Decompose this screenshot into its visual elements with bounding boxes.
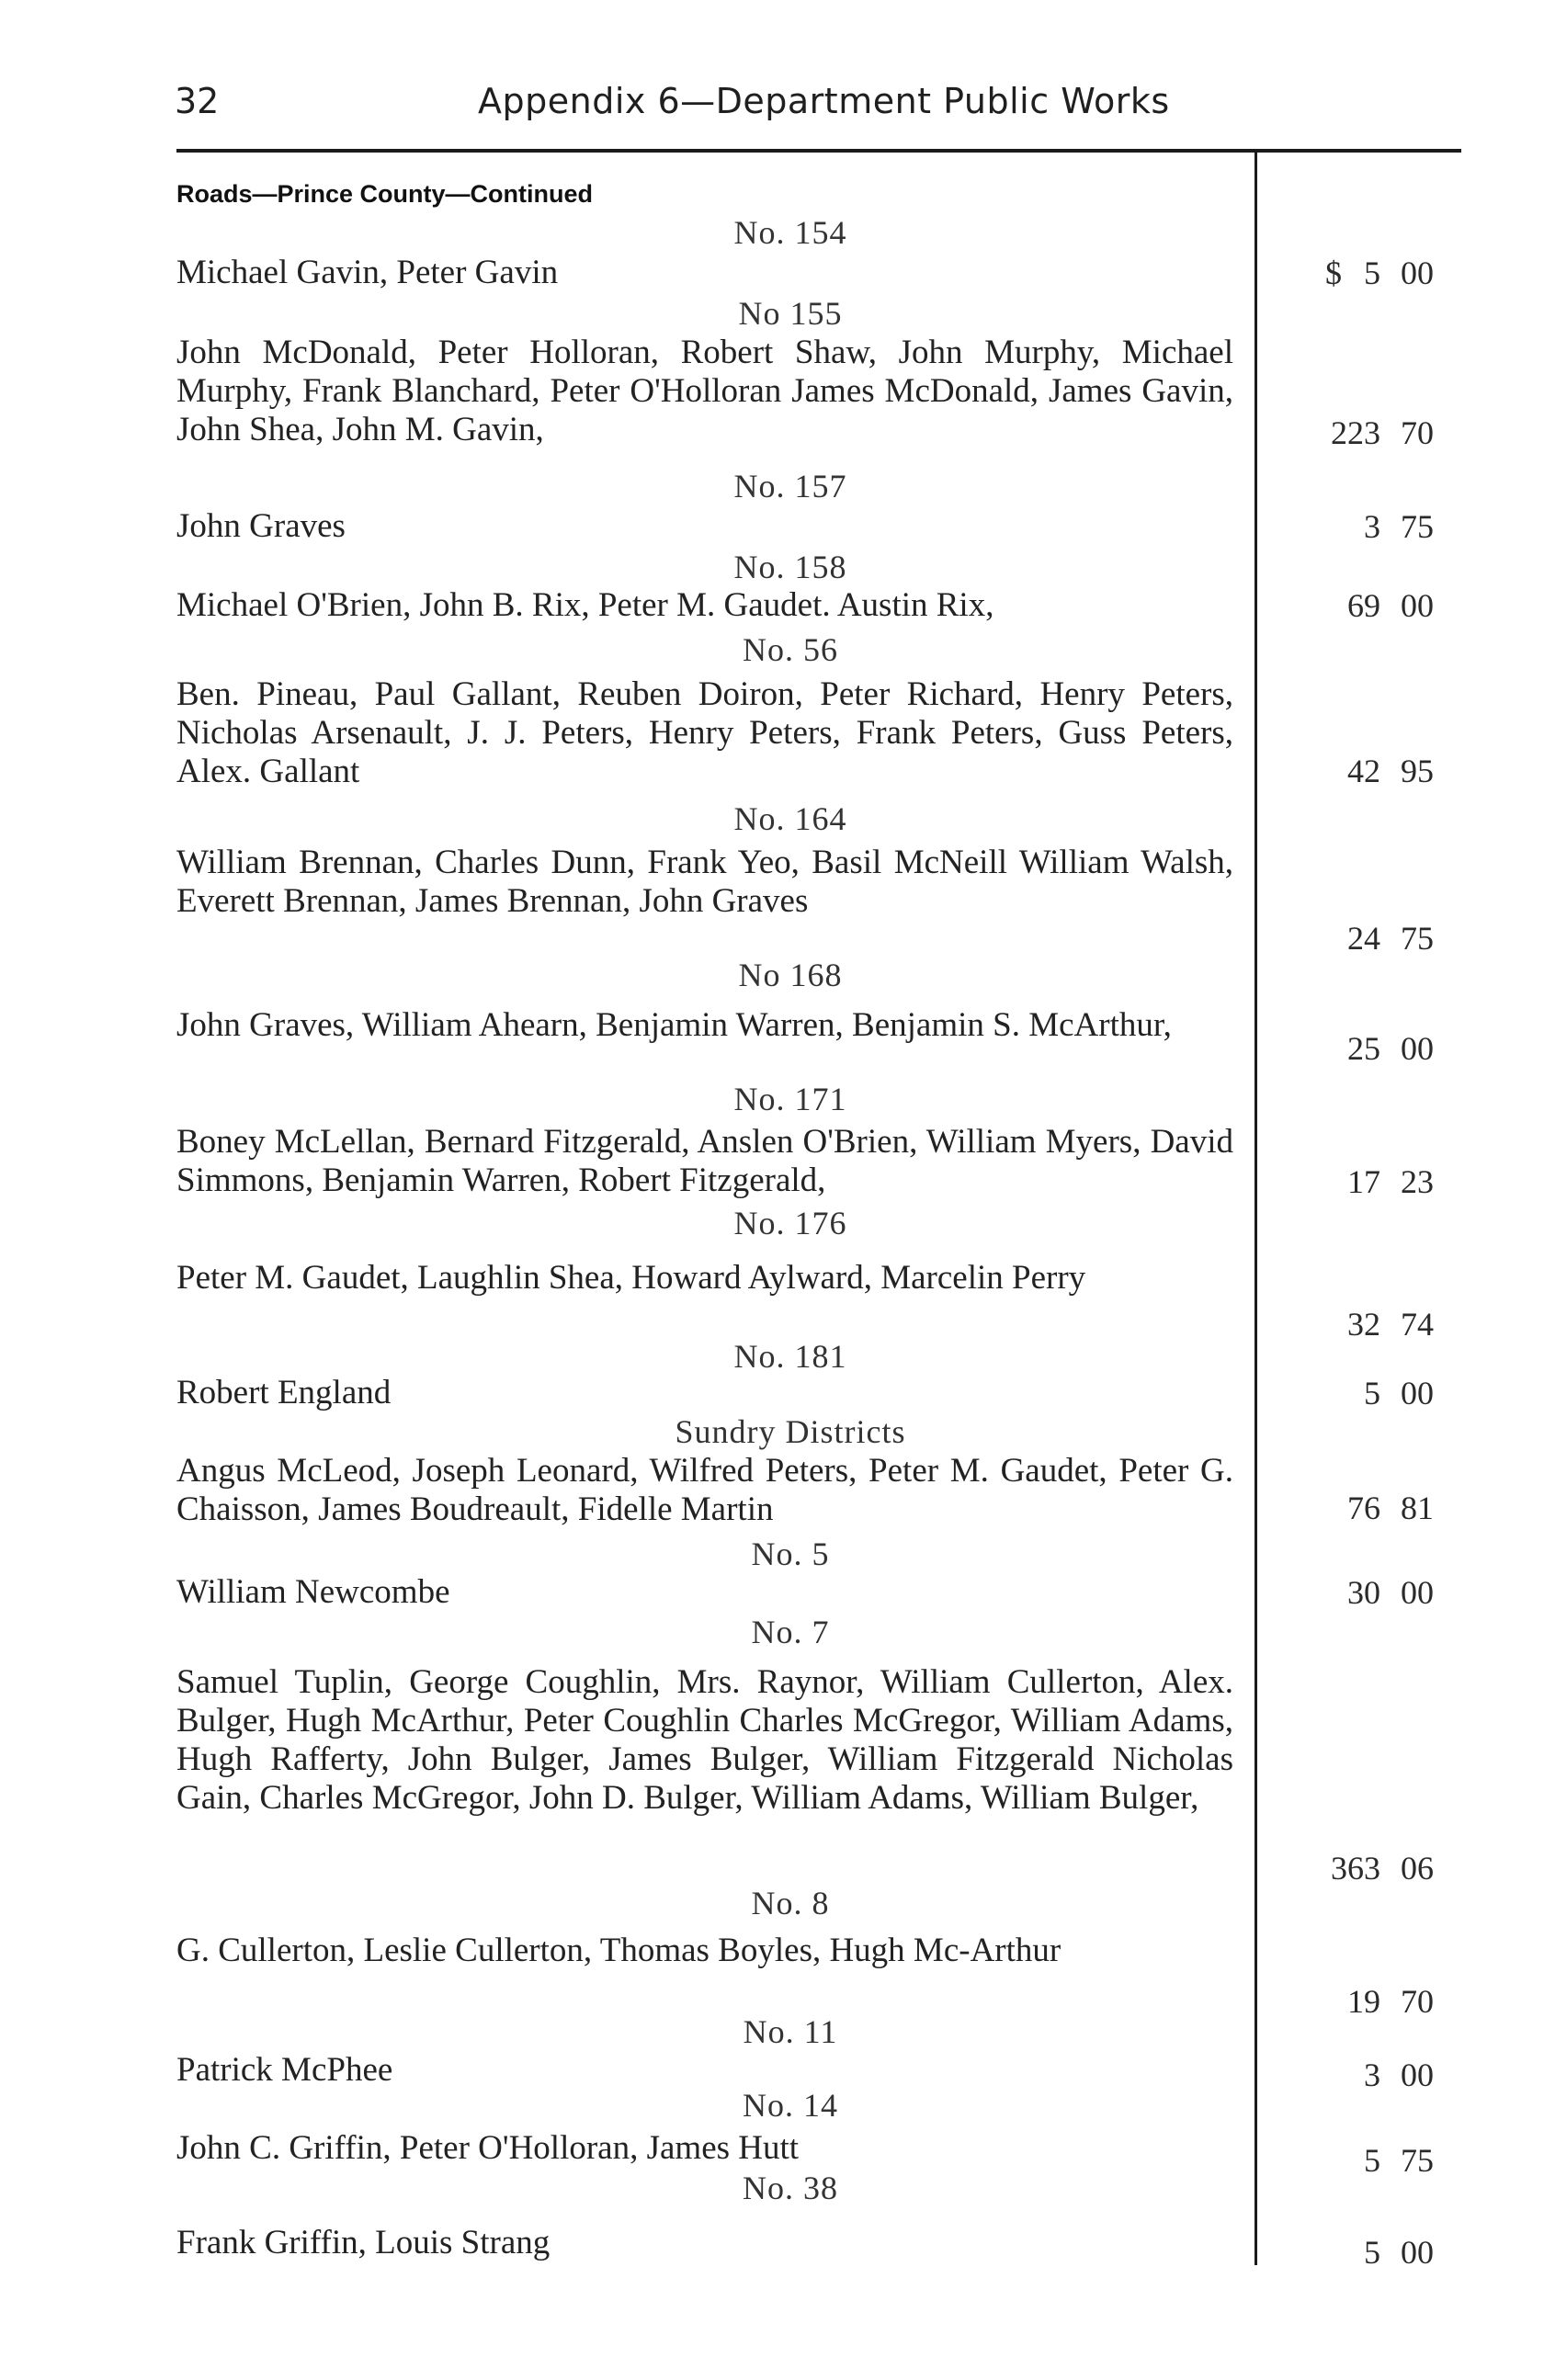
entry-amount — [1279, 414, 1472, 454]
entry-amount — [1279, 1849, 1472, 1889]
entry-names: Boney McLellan, Bernard Fitzgerald, Anslen O'Brien, William Myers, David Simmons, Benjamin Warren, Robert Fitzgerald, — [176, 1123, 1233, 1199]
entry-amount — [1279, 1162, 1472, 1203]
amount-dollars: 363 — [1331, 1850, 1380, 1887]
entry-names: Ben. Pineau, Paul Gallant, Reuben Doiron, Peter Richard, Henry Peters, Nicholas Arsenault, J. J. Peters, Henry Peters, Frank Peters, Guss Peters, Alex. Gallant — [176, 675, 1233, 790]
amount-dollars: 3 — [1364, 508, 1380, 545]
amount-dollars: 5 — [1364, 2234, 1380, 2271]
entry-names: John Graves, William Ahearn, Benjamin Warren, Benjamin S. McArthur, — [176, 1006, 1172, 1044]
district-number: No 168 — [738, 957, 843, 993]
district-number: No. 181 — [733, 1338, 847, 1375]
district-number: No. 56 — [743, 631, 838, 668]
entry-names: William Newcombe — [176, 1573, 450, 1611]
entry-amount — [1279, 2233, 1472, 2273]
entry-amount — [1279, 1489, 1472, 1529]
entry-amount — [1279, 1374, 1472, 1414]
district-number: No 155 — [738, 295, 843, 332]
district-number: Sundry Districts — [675, 1413, 906, 1450]
entry-names: Patrick McPhee — [176, 2051, 393, 2089]
entry-names: John Graves — [176, 507, 346, 545]
district-number: No. 157 — [733, 468, 847, 504]
entry-names: William Brennan, Charles Dunn, Frank Yeo, Basil McNeill William Walsh, Everett Brennan, James Brennan, John Graves — [176, 844, 1233, 920]
entry-names: Peter M. Gaudet, Laughlin Shea, Howard Aylward, Marcelin Perry — [176, 1259, 1086, 1297]
district-number: No. 7 — [751, 1614, 830, 1650]
entry-names: Michael Gavin, Peter Gavin — [176, 254, 559, 291]
amount-cents: 70 — [1401, 414, 1434, 451]
amount-dollars: 69 — [1347, 587, 1380, 624]
amount-dollars: 5 — [1364, 2142, 1380, 2179]
entry-names: G. Cullerton, Leslie Cullerton, Thomas Boyles, Hugh Mc-Arthur — [176, 1932, 1062, 1969]
entry-amount — [1279, 1982, 1472, 2023]
amount-cents: 75 — [1401, 920, 1434, 957]
amount-cents: 70 — [1401, 1983, 1434, 2020]
amount-dollars: 5 — [1364, 1375, 1380, 1411]
entry-names: Angus McLeod, Joseph Leonard, Wilfred Peters, Peter M. Gaudet, Peter G. Chaisson, James Boudreault, Fidelle Martin — [176, 1452, 1233, 1528]
entry-amount — [1279, 2141, 1472, 2182]
entry-names: Michael O'Brien, John B. Rix, Peter M. Gaudet. Austin Rix, — [176, 586, 994, 624]
amount-cents: 00 — [1401, 2234, 1434, 2271]
district-number: No. 158 — [733, 549, 847, 585]
amount-dollars: 3 — [1364, 2057, 1380, 2093]
amount-dollars: 25 — [1347, 1030, 1380, 1067]
amount-dollars: 17 — [1347, 1163, 1380, 1200]
amount-cents: 00 — [1401, 587, 1434, 624]
amount-cents: 00 — [1401, 1030, 1434, 1067]
entry-names: Robert England — [176, 1374, 392, 1411]
entry-amount — [1279, 507, 1472, 548]
amount-cents: 00 — [1401, 2057, 1434, 2093]
entry-names: John C. Griffin, Peter O'Holloran, James Hutt — [176, 2129, 800, 2167]
dollar-sign: $ — [1325, 255, 1342, 291]
amount-cents: 74 — [1401, 1306, 1434, 1343]
district-number: No. 8 — [751, 1885, 830, 1921]
amount-dollars: 32 — [1347, 1306, 1380, 1343]
amount-dollars: 76 — [1347, 1490, 1380, 1526]
page-number: 32 — [175, 81, 220, 121]
page-title: Appendix 6—Department Public Works — [478, 81, 1170, 121]
amount-cents: 00 — [1401, 1574, 1434, 1611]
district-number: No. 11 — [743, 2013, 838, 2050]
entry-amount — [1279, 1029, 1472, 1070]
entry-amount — [1279, 752, 1472, 792]
amount-cents: 00 — [1401, 1375, 1434, 1411]
amount-cents: 95 — [1401, 753, 1434, 789]
district-number: No. 164 — [733, 800, 847, 837]
district-number: No. 176 — [733, 1205, 847, 1241]
amount-cents: 06 — [1401, 1850, 1434, 1887]
amount-cents: 75 — [1401, 2142, 1434, 2179]
amount-dollars: 19 — [1347, 1983, 1380, 2020]
amount-dollars: 24 — [1347, 920, 1380, 957]
entry-amount — [1279, 1305, 1472, 1345]
amount-cents: 75 — [1401, 508, 1434, 545]
amount-cents: 81 — [1401, 1490, 1434, 1526]
amount-cents: 23 — [1401, 1163, 1434, 1200]
entry-amount — [1279, 1573, 1472, 1614]
amount-dollars: 42 — [1347, 753, 1380, 789]
amount-dollars: 30 — [1347, 1574, 1380, 1611]
entry-names: Frank Griffin, Louis Strang — [176, 2224, 551, 2261]
district-number: No. 38 — [743, 2170, 838, 2206]
district-number: No. 154 — [733, 214, 847, 251]
amount-cents: 00 — [1401, 255, 1434, 291]
entry-amount — [1279, 254, 1472, 294]
amount-dollars: 223 — [1331, 414, 1380, 451]
entry-amount — [1279, 919, 1472, 959]
district-number: No. 5 — [751, 1536, 830, 1572]
entry-amount — [1279, 586, 1472, 627]
entry-amount — [1279, 2056, 1472, 2096]
district-number: No. 14 — [743, 2087, 838, 2124]
entry-names: Samuel Tuplin, George Coughlin, Mrs. Raynor, William Cullerton, Alex. Bulger, Hugh McArthur, Peter Coughlin Charles McGregor, William Adams, Hugh Rafferty, John Bulger, James Bulger, William Fitzgerald Nicholas Gain, Charles McGregor, John D. Bulger, William Adams, William Bulger, — [176, 1663, 1233, 1817]
district-number: No. 171 — [733, 1081, 847, 1117]
amount-dollars: 5 — [1364, 255, 1380, 291]
entry-names: John McDonald, Peter Holloran, Robert Shaw, John Murphy, Michael Murphy, Frank Blanchard, Peter O'Holloran James McDonald, James Gavin, John Shea, John M. Gavin, — [176, 334, 1233, 448]
section-title: Roads—Prince County—Continued — [176, 180, 594, 208]
